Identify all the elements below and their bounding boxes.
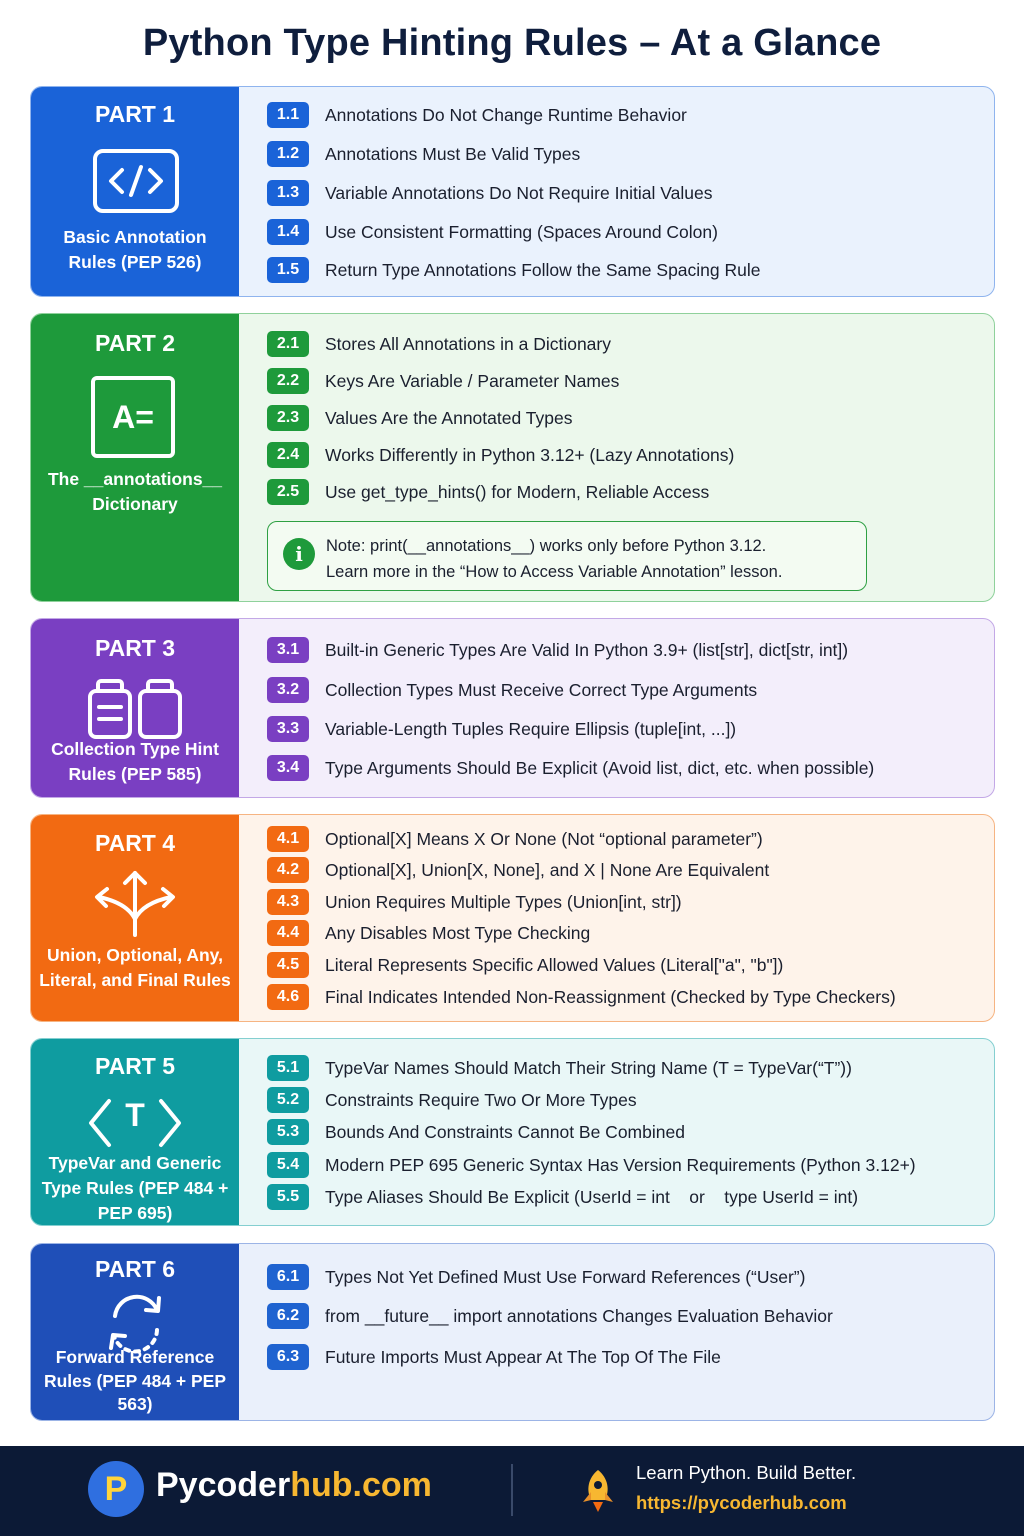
- rule-text: Annotations Do Not Change Runtime Behavior: [325, 104, 687, 125]
- split-arrows-icon: [85, 867, 185, 941]
- info-icon: i: [283, 538, 315, 570]
- page-title: Python Type Hinting Rules – At a Glance: [142, 22, 882, 64]
- rule-text: Any Disables Most Type Checking: [325, 922, 591, 943]
- rule-item: [267, 141, 984, 167]
- rule-number-badge: 1.5: [267, 257, 309, 283]
- rule-item: [267, 180, 984, 206]
- rule-text: Final Indicates Intended Non-Reassignment (Checked by Type Checkers): [325, 986, 896, 1007]
- rule-item: [267, 889, 984, 915]
- rule-text: Type Arguments Should Be Explicit (Avoid list, dict, etc. when possible): [325, 757, 875, 778]
- rule-text: Bounds And Constraints Cannot Be Combined: [325, 1121, 685, 1142]
- rule-text: Optional[X], Union[X, None], and X | None Are Equivalent: [325, 859, 770, 880]
- rule-text: Constraints Require Two Or More Types: [325, 1089, 637, 1110]
- part-6-sidebar: [31, 1244, 239, 1420]
- footer-tagline: Learn Python. Build Better.: [636, 1462, 857, 1483]
- part-5-sidebar: [31, 1039, 239, 1225]
- part-3-rules: [239, 619, 994, 797]
- rule-number-badge: 5.3: [267, 1119, 309, 1145]
- code-icon: [85, 147, 185, 221]
- part-1-rules: [239, 87, 994, 296]
- rule-text: Variable-Length Tuples Require Ellipsis (tuple[int, ...]): [325, 718, 737, 739]
- rule-number-badge: 4.4: [267, 920, 309, 946]
- rule-item: [267, 1119, 984, 1145]
- rule-number-badge: 3.1: [267, 637, 309, 663]
- rule-number-badge: 1.1: [267, 102, 309, 128]
- rule-item: [267, 984, 984, 1010]
- rule-text: Variable Annotations Do Not Require Initial Values: [325, 182, 713, 203]
- rule-number-badge: 5.4: [267, 1152, 309, 1178]
- part-subtitle: Basic Annotation Rules (PEP 526): [63, 227, 207, 272]
- rule-text: Optional[X] Means X Or None (Not “optional parameter”): [325, 828, 763, 849]
- rule-number-badge: 5.1: [267, 1055, 309, 1081]
- rule-number-badge: 4.3: [267, 889, 309, 915]
- rule-number-badge: 4.1: [267, 826, 309, 852]
- part-subtitle: The __annotations__ Dictionary: [47, 469, 223, 514]
- rule-text: Works Differently in Python 3.12+ (Lazy Annotations): [325, 444, 735, 465]
- rule-text: Return Type Annotations Follow the Same Spacing Rule: [325, 259, 761, 280]
- rule-number-badge: 2.3: [267, 405, 309, 431]
- note-text: [326, 534, 782, 585]
- rule-number-badge: 3.2: [267, 677, 309, 703]
- part-4-rules: [239, 815, 994, 1021]
- part-label: PART 2: [94, 330, 176, 356]
- note-line: Note: print(__annotations__) works only before Python 3.12.: [326, 537, 767, 555]
- rule-text: Annotations Must Be Valid Types: [325, 143, 581, 164]
- part-label: PART 4: [94, 830, 176, 856]
- rule-number-badge: 5.2: [267, 1087, 309, 1113]
- rule-text: TypeVar Names Should Match Their String Name (T = TypeVar(“T”)): [325, 1057, 852, 1078]
- rule-item: [267, 677, 984, 703]
- rule-item: [267, 755, 984, 781]
- rule-number-badge: 1.2: [267, 141, 309, 167]
- rule-item: [267, 102, 984, 128]
- rule-item: [267, 716, 984, 742]
- rule-number-badge: 2.1: [267, 331, 309, 357]
- rule-text: Future Imports Must Appear At The Top Of The File: [325, 1346, 721, 1367]
- rule-text: Keys Are Variable / Parameter Names: [325, 370, 620, 391]
- rule-item: [267, 368, 984, 394]
- typevar-icon-letter: T: [125, 1097, 145, 1133]
- brand-main: Pycoder: [156, 1466, 291, 1504]
- rule-item: [267, 1087, 984, 1113]
- rule-number-badge: 4.6: [267, 984, 309, 1010]
- rule-item: [267, 219, 984, 245]
- part-3-sidebar: [31, 619, 239, 797]
- part-label: PART 6: [94, 1256, 176, 1282]
- part-2-sidebar: [31, 314, 239, 601]
- part-1-sidebar: [31, 87, 239, 296]
- part-6-section: [30, 1243, 995, 1421]
- part-subtitle: TypeVar and Generic Type Rules (PEP 484 + PEP 695): [41, 1153, 229, 1223]
- part-2-rules: [239, 314, 994, 601]
- part-label: PART 1: [94, 101, 176, 127]
- rule-number-badge: 2.5: [267, 479, 309, 505]
- rule-item: [267, 405, 984, 431]
- rule-number-badge: 1.4: [267, 219, 309, 245]
- rule-number-badge: 2.4: [267, 442, 309, 468]
- rule-item: [267, 1264, 984, 1290]
- rule-item: [267, 479, 984, 505]
- pycoderhub-logo-icon: P: [88, 1461, 144, 1517]
- rule-number-badge: 2.2: [267, 368, 309, 394]
- part-4-section: [30, 814, 995, 1022]
- rule-item: [267, 1152, 984, 1178]
- part-5-section: [30, 1038, 995, 1226]
- rule-item: [267, 920, 984, 946]
- part-label: PART 3: [94, 635, 176, 661]
- rule-text: from __future__ import annotations Changes Evaluation Behavior: [325, 1305, 833, 1326]
- rule-text: Literal Represents Specific Allowed Values (Literal["a", "b"]): [325, 954, 784, 975]
- rule-number-badge: 4.5: [267, 952, 309, 978]
- rule-item: [267, 1055, 984, 1081]
- note-line: Learn more in the “How to Access Variable Annotation” lesson.: [326, 562, 783, 581]
- rule-text: Values Are the Annotated Types: [325, 407, 573, 428]
- part-4-sidebar: [31, 815, 239, 1021]
- rule-number-badge: 6.3: [267, 1344, 309, 1370]
- rule-item: [267, 442, 984, 468]
- part-label: PART 5: [94, 1053, 176, 1079]
- rule-item: [267, 1184, 984, 1210]
- rule-number-badge: 4.2: [267, 857, 309, 883]
- rule-text: Union Requires Multiple Types (Union[int, str]): [325, 891, 682, 912]
- brand-name[interactable]: [156, 1466, 432, 1505]
- rule-number-badge: 3.4: [267, 755, 309, 781]
- rule-item: [267, 637, 984, 663]
- part-1-section: [30, 86, 995, 297]
- footer-url-link[interactable]: https://pycoderhub.com: [636, 1492, 847, 1513]
- part-2-section: [30, 313, 995, 602]
- brand-accent: hub.com: [290, 1466, 432, 1504]
- equals-box-icon: A=: [91, 376, 175, 458]
- rule-number-badge: 6.2: [267, 1303, 309, 1329]
- rule-item: [267, 257, 984, 283]
- rule-text: Use Consistent Formatting (Spaces Around Colon): [325, 221, 718, 242]
- rule-number-badge: 1.3: [267, 180, 309, 206]
- part-5-rules: [239, 1039, 994, 1225]
- rule-text: Collection Types Must Receive Correct Type Arguments: [325, 679, 758, 700]
- rule-text: Types Not Yet Defined Must Use Forward References (“User”): [325, 1266, 806, 1287]
- note-box: [267, 521, 867, 591]
- rule-text: Type Aliases Should Be Explicit (UserId = int or type UserId = int): [325, 1186, 859, 1207]
- rule-item: [267, 331, 984, 357]
- footer: [0, 1446, 1024, 1536]
- rule-item: [267, 1303, 984, 1329]
- rocket-icon: [578, 1468, 618, 1514]
- rule-item: [267, 952, 984, 978]
- rule-number-badge: 6.1: [267, 1264, 309, 1290]
- rule-item: [267, 1344, 984, 1370]
- part-subtitle: Union, Optional, Any, Literal, and Final Rules: [39, 945, 231, 990]
- rule-text: Stores All Annotations in a Dictionary: [325, 333, 611, 354]
- rule-text: Use get_type_hints() for Modern, Reliable Access: [325, 481, 710, 502]
- rule-text: Built-in Generic Types Are Valid In Python 3.9+ (list[str], dict[str, int]): [325, 639, 849, 660]
- part-6-rules: [239, 1244, 994, 1420]
- part-subtitle: Collection Type Hint Rules (PEP 585): [51, 739, 219, 784]
- part-3-section: [30, 618, 995, 798]
- rule-text: Modern PEP 695 Generic Syntax Has Version Requirements (Python 3.12+): [325, 1154, 916, 1175]
- rule-item: [267, 857, 984, 883]
- rule-number-badge: 5.5: [267, 1184, 309, 1210]
- footer-divider: [511, 1464, 513, 1516]
- part-subtitle: Forward Reference Rules (PEP 484 + PEP 563): [43, 1347, 227, 1415]
- rule-item: [267, 826, 984, 852]
- rule-number-badge: 3.3: [267, 716, 309, 742]
